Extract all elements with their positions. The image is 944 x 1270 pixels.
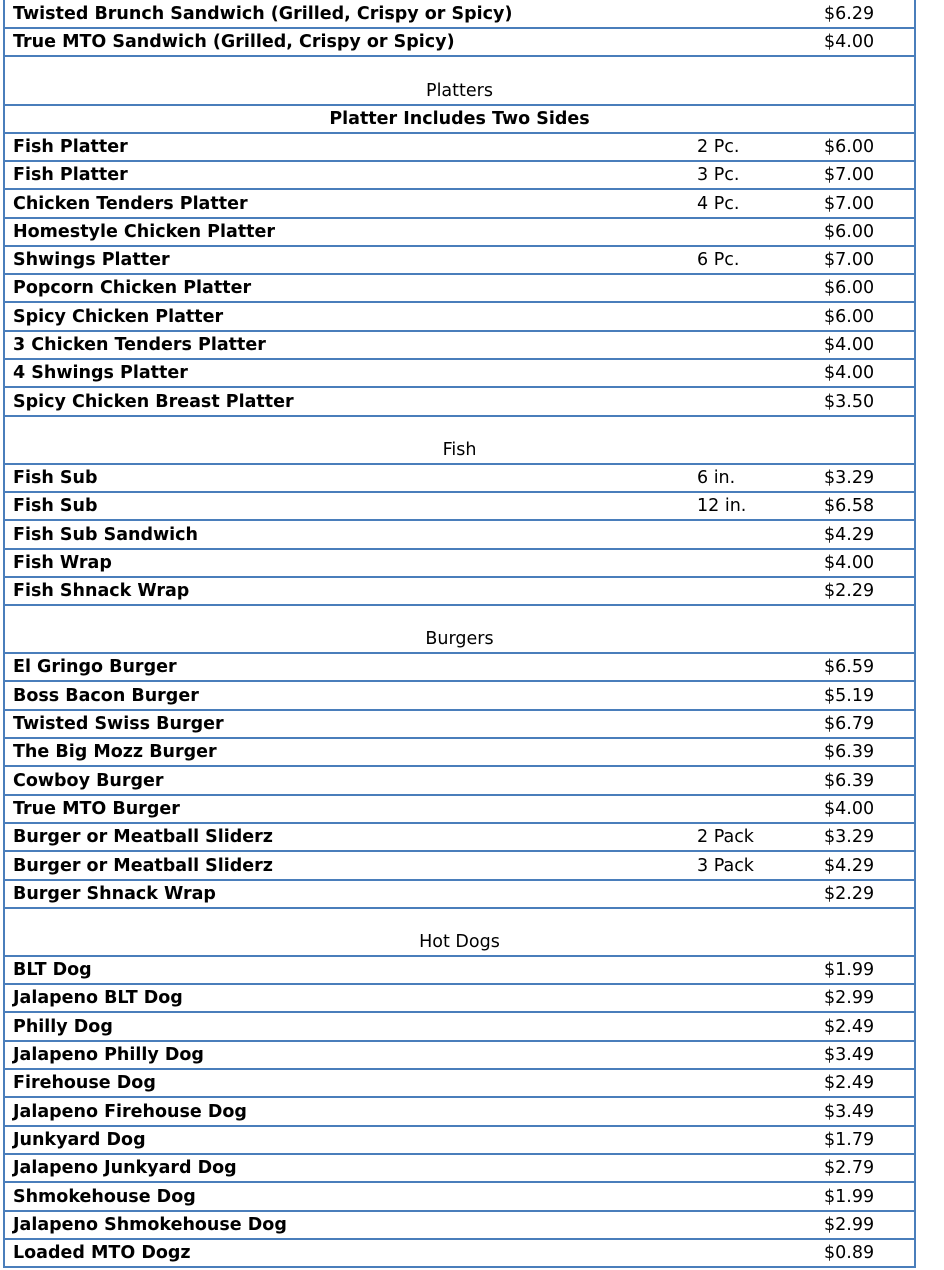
item-price: $2.29 (824, 883, 875, 904)
menu-item-row (5, 1014, 914, 1042)
item-price: $3.29 (824, 827, 875, 848)
item-price: $6.79 (824, 714, 875, 734)
menu-item-row (5, 522, 914, 550)
item-name: Burger or Meatball Sliderz (13, 855, 273, 876)
item-name: Jalapeno Junkyard Dog (13, 1158, 237, 1179)
item-price: $1.99 (824, 1186, 875, 1207)
item-name: Burger or Meatball Sliderz (13, 827, 273, 848)
menu-item-row (5, 768, 914, 796)
item-name: Spicy Chicken Platter (13, 306, 224, 327)
item-price: $2.29 (824, 581, 875, 602)
item-price: $6.00 (824, 278, 875, 299)
item-name: Jalapeno Shmokehouse Dog (13, 1214, 287, 1235)
item-price: $6.59 (824, 657, 875, 678)
item-name: Fish Sub (13, 496, 98, 517)
menu-item-row (5, 493, 914, 521)
menu-item-row (5, 304, 914, 332)
item-size: 4 Pc. (697, 193, 740, 214)
section-title: Burgers (425, 629, 494, 650)
menu-item-row (5, 1, 914, 29)
menu-item-row (5, 1042, 914, 1070)
menu-item-row (5, 29, 914, 57)
menu-item-row (5, 219, 914, 247)
item-price: $4.00 (824, 335, 875, 355)
item-name: Spicy Chicken Breast Platter (13, 391, 294, 412)
menu-item-row (5, 550, 914, 578)
item-name: 3 Chicken Tenders Platter (13, 335, 266, 355)
item-price: $7.00 (824, 193, 875, 214)
item-size: 3 Pack (697, 855, 754, 876)
item-price: $4.29 (824, 855, 875, 876)
item-size: 2 Pc. (697, 136, 740, 157)
item-name: Shmokehouse Dog (13, 1186, 196, 1207)
menu-item-row (5, 1155, 914, 1183)
menu-item-row (5, 134, 914, 162)
menu-item-row (5, 162, 914, 190)
menu-item-row (5, 1212, 914, 1240)
menu-item-row (5, 985, 914, 1013)
section-header-fish (5, 417, 914, 465)
item-name: Fish Shnack Wrap (13, 581, 190, 602)
item-price: $4.00 (824, 552, 875, 573)
item-price: $5.19 (824, 685, 875, 706)
item-name: Homestyle Chicken Platter (13, 221, 276, 242)
item-price: $3.49 (824, 1045, 875, 1065)
item-name: 4 Shwings Platter (13, 363, 188, 384)
item-name: Popcorn Chicken Platter (13, 278, 252, 299)
item-name: Fish Wrap (13, 552, 112, 573)
menu-item-row (5, 1099, 914, 1127)
item-name: Twisted Brunch Sandwich (Grilled, Crispy or Spicy) (13, 4, 513, 24)
menu-item-row (5, 275, 914, 303)
menu-item-row (5, 881, 914, 909)
item-price: $0.89 (824, 1243, 875, 1264)
item-price: $2.99 (824, 1214, 875, 1235)
item-price: $6.29 (824, 4, 875, 24)
item-price: $2.79 (824, 1158, 875, 1179)
item-name: Firehouse Dog (13, 1073, 156, 1094)
item-name: Fish Sub (13, 467, 98, 488)
item-name: Shwings Platter (13, 250, 170, 271)
section-note (5, 106, 914, 134)
item-size: 12 in. (697, 496, 747, 517)
section-title: Platters (426, 80, 493, 101)
item-price: $2.99 (824, 988, 875, 1009)
item-name: Fish Sub Sandwich (13, 524, 198, 545)
item-price: $2.49 (824, 1016, 875, 1037)
item-price: $4.00 (824, 363, 875, 384)
item-price: $6.39 (824, 742, 875, 763)
item-name: Jalapeno Firehouse Dog (13, 1101, 247, 1122)
item-name: True MTO Burger (13, 798, 180, 819)
menu-item-row (5, 389, 914, 417)
menu-item-row (5, 711, 914, 739)
item-name: The Big Mozz Burger (13, 742, 217, 763)
menu-item-row (5, 957, 914, 985)
item-size: 6 in. (697, 467, 736, 488)
menu-table (3, 0, 916, 1268)
section-header-hot-dogs (5, 909, 914, 957)
menu-item-row (5, 1240, 914, 1268)
menu-item-row (5, 247, 914, 275)
menu-item-row (5, 824, 914, 852)
menu-item-row (5, 654, 914, 682)
section-title: Hot Dogs (419, 932, 500, 953)
item-price: $6.00 (824, 221, 875, 242)
item-price: $1.99 (824, 960, 875, 981)
item-price: $4.00 (824, 798, 875, 819)
item-price: $7.00 (824, 250, 875, 271)
section-header-platters (5, 58, 914, 106)
item-name: True MTO Sandwich (Grilled, Crispy or Spicy) (13, 32, 455, 53)
item-name: Junkyard Dog (13, 1129, 146, 1150)
item-name: Fish Platter (13, 165, 128, 186)
item-price: $4.00 (824, 32, 875, 53)
menu-item-row (5, 332, 914, 360)
item-name: Chicken Tenders Platter (13, 193, 248, 214)
menu-item-row (5, 1127, 914, 1155)
menu-item-row (5, 1184, 914, 1212)
item-name: Cowboy Burger (13, 770, 164, 791)
item-name: El Gringo Burger (13, 657, 177, 678)
item-price: $3.50 (824, 391, 875, 412)
section-note-text: Platter Includes Two Sides (329, 108, 590, 129)
item-size: 3 Pc. (697, 165, 740, 186)
item-name: Boss Bacon Burger (13, 685, 199, 706)
menu-item-row (5, 683, 914, 711)
menu-item-row (5, 796, 914, 824)
menu-item-row (5, 853, 914, 881)
item-price: $3.49 (824, 1101, 875, 1122)
section-title: Fish (442, 439, 477, 460)
item-name: Fish Platter (13, 136, 128, 157)
item-price: $7.00 (824, 165, 875, 186)
item-name: Twisted Swiss Burger (13, 714, 224, 734)
item-price: $3.29 (824, 467, 875, 488)
item-name: BLT Dog (13, 960, 92, 981)
item-size: 2 Pack (697, 827, 754, 848)
item-price: $2.49 (824, 1073, 875, 1094)
section-header-burgers (5, 606, 914, 654)
item-name: Loaded MTO Dogz (13, 1243, 191, 1264)
item-name: Jalapeno BLT Dog (13, 988, 183, 1009)
menu-item-row (5, 1070, 914, 1098)
item-price: $6.00 (824, 136, 875, 157)
item-name: Jalapeno Philly Dog (13, 1045, 204, 1065)
item-name: Philly Dog (13, 1016, 113, 1037)
item-price: $4.29 (824, 524, 875, 545)
item-price: $1.79 (824, 1129, 875, 1150)
menu-item-row (5, 739, 914, 767)
item-price: $6.39 (824, 770, 875, 791)
item-size: 6 Pc. (697, 250, 740, 271)
menu-item-row (5, 465, 914, 493)
menu-item-row (5, 360, 914, 388)
menu-item-row (5, 578, 914, 606)
item-price: $6.58 (824, 496, 875, 517)
item-price: $6.00 (824, 306, 875, 327)
menu-item-row (5, 191, 914, 219)
item-name: Burger Shnack Wrap (13, 883, 216, 904)
